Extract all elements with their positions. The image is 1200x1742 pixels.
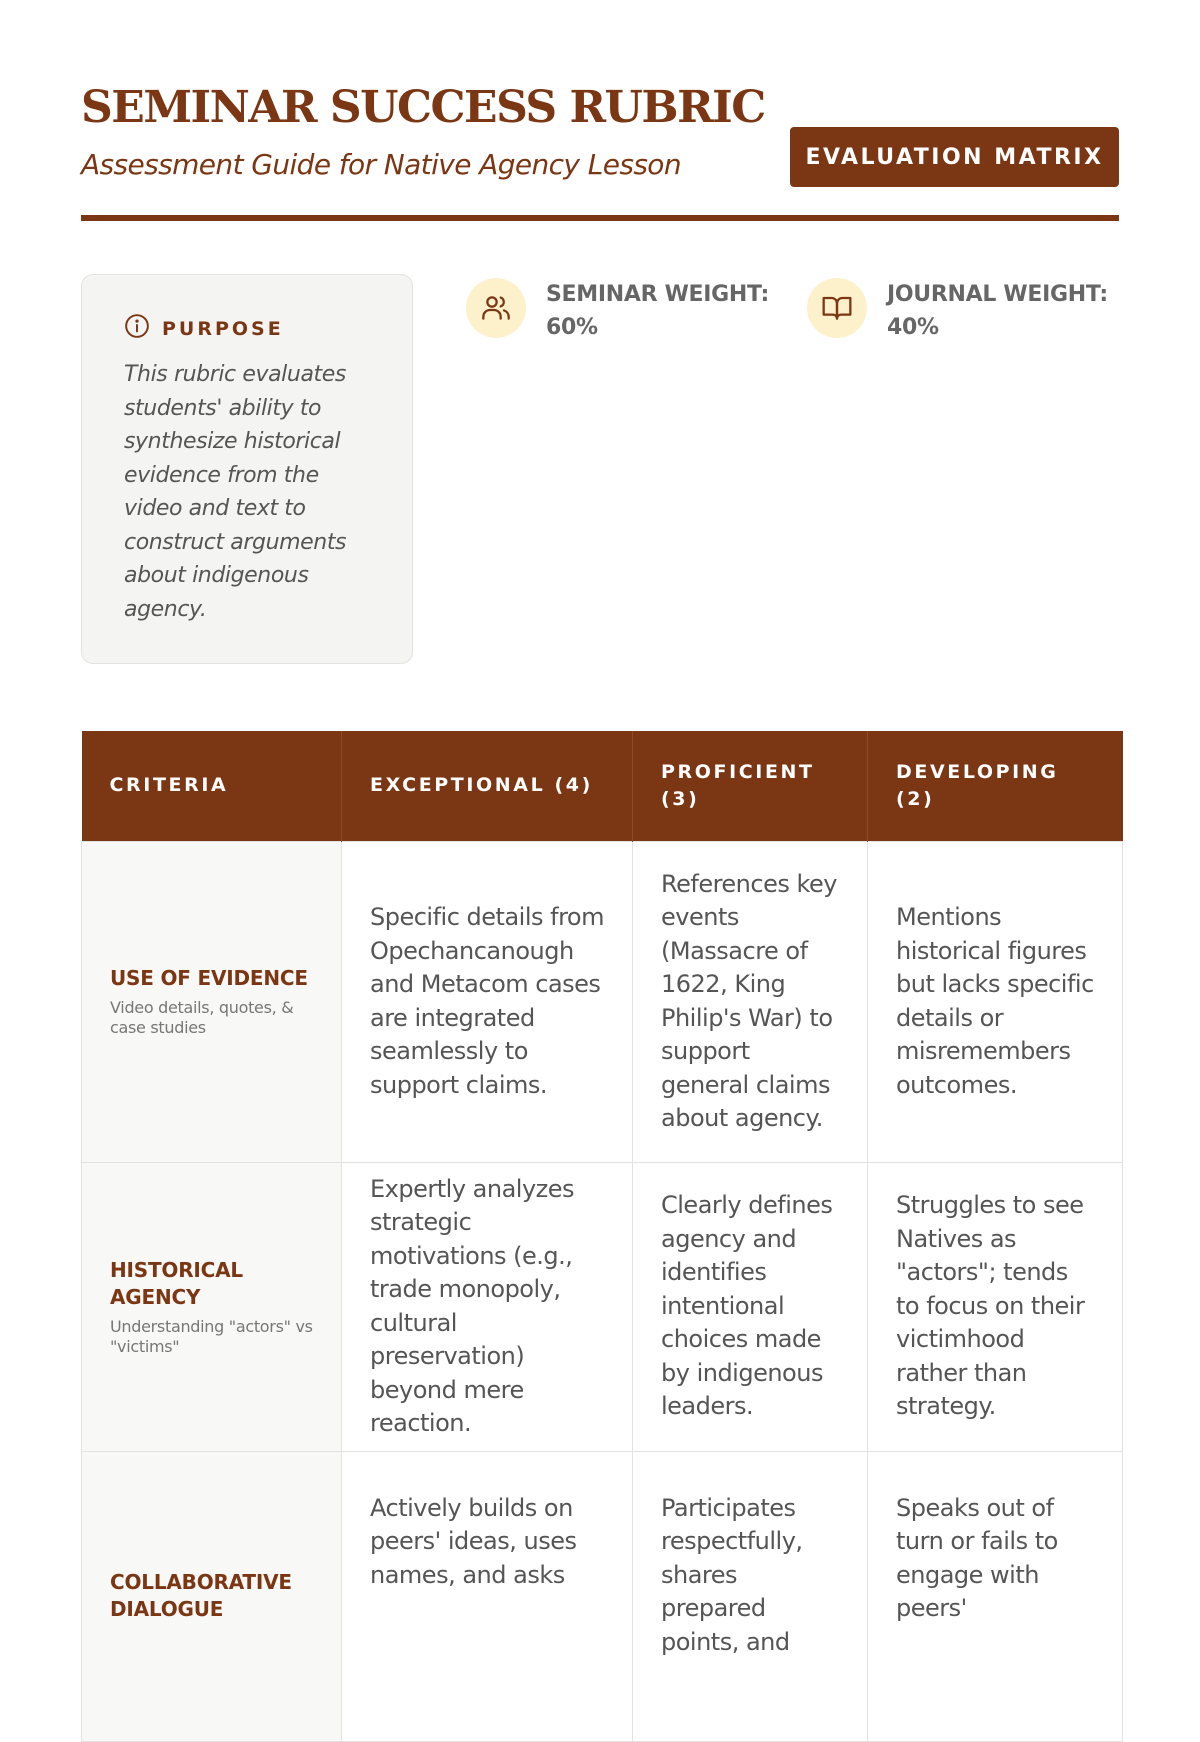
table-row: [82, 1451, 1123, 1741]
page-subtitle: Assessment Guide for Native Agency Lesson: [81, 148, 681, 181]
criterion-cell: [82, 1451, 342, 1741]
users-icon: [466, 278, 526, 338]
column-header-exceptional: EXCEPTIONAL (4): [342, 731, 633, 841]
criterion-title: HISTORICAL AGENCY: [110, 1257, 243, 1309]
criterion-description: Video details, quotes, & case studies: [110, 998, 294, 1037]
table-row: [82, 841, 1123, 1162]
exceptional-cell: Actively builds on peers' ideas, uses names, and asks: [342, 1451, 633, 1741]
developing-cell: Struggles to see Natives as "actors"; tends to focus on their victimhood rather than strategy.: [868, 1162, 1123, 1451]
criterion-cell: [82, 1162, 342, 1451]
table-row: [82, 1162, 1123, 1451]
developing-cell: Mentions historical figures but lacks specific details or misremembers outcomes.: [868, 841, 1123, 1162]
exceptional-cell: Specific details from Opechancanough and Metacom cases are integrated seamlessly to support claims.: [342, 841, 633, 1162]
column-header-developing: DEVELOPING (2): [868, 731, 1123, 841]
journal-weight-label: JOURNAL WEIGHT:: [887, 282, 1108, 307]
purpose-label: PURPOSE: [162, 317, 284, 340]
evaluation-matrix-badge: EVALUATION MATRIX: [790, 127, 1119, 187]
purpose-card: [81, 274, 413, 664]
rubric-table: [81, 731, 1123, 1742]
criterion-description: Understanding "actors" vs "victims": [110, 1316, 313, 1356]
seminar-weight-text: [546, 278, 769, 344]
proficient-cell: References key events (Massacre of 1622, King Philip's War) to support general claims about agency.: [633, 841, 868, 1162]
developing-cell: Speaks out of turn or fails to engage with peers': [868, 1451, 1123, 1741]
purpose-text: This rubric evaluates students' ability to synthesize historical evidence from the video and text to construct arguments about indigenous agency.: [124, 362, 347, 622]
exceptional-cell: Expertly analyzes strategic motivations (e.g., trade monopoly, cultural preservation) beyond mere reaction.: [342, 1162, 633, 1451]
proficient-cell: Clearly defines agency and identifies intentional choices made by indigenous leaders.: [633, 1162, 868, 1451]
journal-weight-value: 40%: [887, 315, 939, 340]
seminar-weight-value: 60%: [546, 315, 598, 340]
criterion-title: COLLABORATIVE DIALOGUE: [110, 1570, 292, 1621]
purpose-heading: [124, 313, 372, 344]
journal-weight-text: [887, 278, 1108, 344]
page-title: SEMINAR SUCCESS RUBRIC: [81, 82, 765, 133]
info-icon: [124, 313, 150, 344]
column-header-proficient: PROFICIENT (3): [633, 731, 868, 841]
table-header-row: [82, 731, 1123, 841]
criterion-title: USE OF EVIDENCE: [110, 966, 308, 990]
seminar-weight-label: SEMINAR WEIGHT:: [546, 282, 770, 307]
seminar-weight: [466, 278, 769, 344]
journal-weight: [807, 278, 1108, 344]
book-open-icon: [807, 278, 867, 338]
page-header: [81, 0, 1119, 221]
proficient-cell: Participates respectfully, shares prepared points, and: [633, 1451, 868, 1741]
column-header-criteria: CRITERIA: [82, 731, 342, 841]
criterion-cell: [82, 841, 342, 1162]
